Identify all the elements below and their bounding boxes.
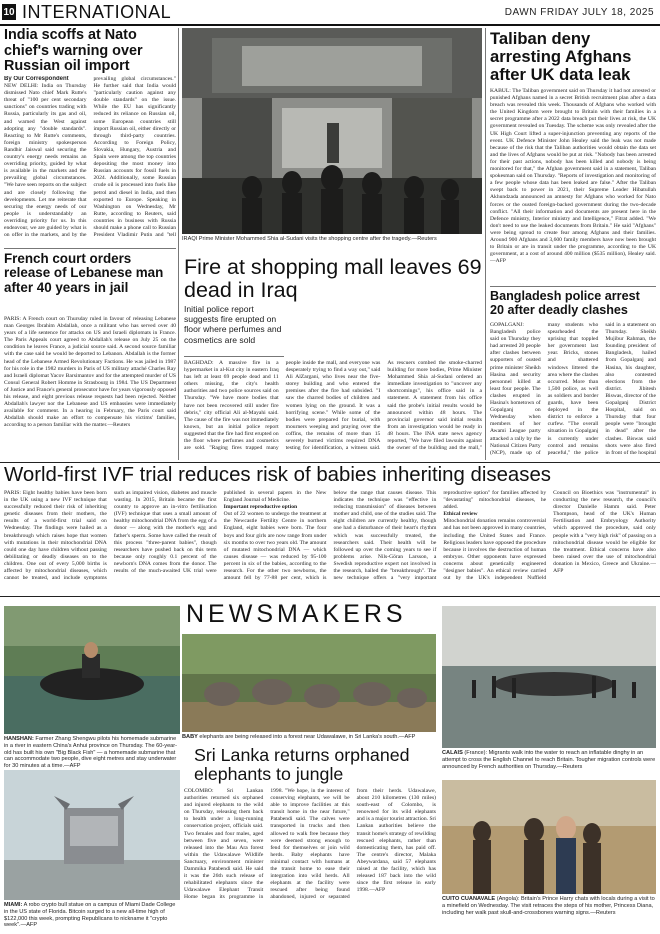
section-title: INTERNATIONAL [22, 2, 172, 22]
vertical-rule-left [178, 28, 179, 460]
ivf-body [4, 490, 656, 592]
iraq-body: BAGHDAD: A massive fire in a hypermarket in al-Kut city in eastern Iraq has left at least 69 people dead and 11 others missing, the city's health authorities and two police sources said on Thursday. "We have more bodies that have not been recovered still under fire debris," city official Ali al-Mayahi said. The cause of the fire was not immediately known, but an initial police report suggested that the fire had first erupted on the floor where perfumes and cosmetics are sold. "Raging fires trapped many people inside the mall, and everyone was desperately trying to find a way out," said Ali AlZargani, who lives near the five-storey building and who entered the premises after the fire had subsided. "I saw the charred bodies of children and women lying on the ground. It was a horrifying scene." While some of the bodies were prepared for burial, with mourners weeping and praying over the coffins, the remains of more than 15 severely burned victims required DNA testing for identification, a witness said. As rescuers combed the smoke-charred building for more bodies, Prime Minister Mohammed Shia al-Sudani ordered an immediate investigation to "uncover any shortcomings", his office said in a statement. A statement from his office said the probe's initial results would be announced within 48 hours. The provincial governor said initial results from an investigation would be ready in 48 hours. The INA state news agency reported, "We have filed lawsuits against the owner of the building and the mall," [184, 360, 482, 452]
ivf-subhead-2: Ethical review [443, 511, 478, 518]
elephants-caption-lead: BABY [182, 734, 198, 740]
calais-photo-image [442, 606, 656, 748]
ivf-text-3: Mitochondrial donation remains controversial and has not been approved in many countries, including the United States and France. Religious leaders have opposed the procedure because it involves the destruction of human embryos. Other opponents have expressed concerns about genetically engineered "designer babies". An ethical review carried out by the UK's independent Nuffield Council on Bioethics was "instrumental" in conducting the new research, the council's director Danielle Hamm said. Peter Thompson, head of the UK's Human Fertilisation and Embryology Authority which approved the procedure, said only people with a "very high risk" of passing on a mitochondrial disease would be eligible for the treatment. Ethical concerns have also been raised over the use of mitochondrial donation in Mexico, Greece and Ukraine.—AFP [443, 490, 656, 582]
india-headline[interactable]: India scoffs at Nato chief's warning over Russian oil import [4, 27, 143, 75]
hanshan-photo [4, 606, 180, 734]
calais-caption-text: (France): Migrants walk into the water to reach an inflatable dinghy in an attempt to cross the English Channel to reach Britain. Tougher migration controls were announced by French authorities on Thursday.—Reuters [442, 750, 656, 770]
iraq-photo-image [182, 28, 482, 234]
srilanka-body: COLOMBO: Sri Lankan authorities returned six orphaned and injured elephants to the wild on Thursday, releasing them back to health under a long-running conservation project, officials said. Two females and four males, aged between five and seven, were released into the Mau Ara forest within the Udawalawe Wildlife Sanctuary, environment minister Dammika Patabendi said. He said it was the 26th such release of rehabilitated elephants since the Udawalawe Elephant Transit Home began its programme in 1998. "We hope, in the interest of conserving elephants, we will be able to improve facilities at this transit home in the near future," Patabendi said. The calves were transported in trucks and then allowed to walk free because they were deemed strong enough to fend for themselves or join wild herds. Baby elephants have minimal contact with humans at the transit home to ease their integration into wild herds. All elephants at the facility were rescued after being found abandoned, injured or separated from their herds. Udawalawe, about 210 kilometres (130 miles) south-east of Colombo, is renowned for its wild elephants and is a major tourist attraction. Sri Lankan authorities believe the transit home's strategy of rewilding rescued elephants, rather than domesticating them, has paid off. The centre's director, Malaka Abeywardana, said 57 elephants raised at the facility, which has released 187 back into the wild since the first release in early 1998.—AFP [184, 788, 436, 901]
vertical-rule-right [485, 28, 486, 460]
bangladesh-headline[interactable]: Bangladesh police arrest 20 after deadly clashes [490, 289, 640, 317]
ivf-top-rule [0, 462, 660, 463]
hanshan-caption [4, 736, 180, 770]
taliban-headline[interactable]: Taliban deny arresting Afghans after UK data leak [490, 29, 632, 84]
cuito-photo [442, 780, 656, 894]
ivf-text-2: Out of 22 women to undergo the treatment at the Newcastle Fertility Centre in northern England, eight babies were born. The four boys and four girls are now range from under six months to over two years old. The amount of mutated mitochondrial DNA — which causes disease — was reduced by 95-100 percent in six of the babies, according to the research. For the other two newborns, the amount fell by 77-88 per cent, which is below the range that causes disease. This indicates the technique was "effective in reducing transmission" of diseases between mother and child, one of the studies said. The eight children are currently healthy, though one had a disturbance of their heart's rhythm which was successfully treated, the researchers said. Their health will be followed up over the coming years to see if problems arise. Nils-Göran Larsson, a Swedish reproductive expert not involved in the research, hailed the "breakthrough". The new technique offers a "very important reproductive option" for families affected by "devastating" mitochondrial diseases, he added. [223, 490, 547, 582]
newsmakers-title: NEWSMAKERS [186, 600, 407, 628]
cuito-caption-text: (Angola): Britain's Prince Harry chats with locals during a visit to a minefield on Wednesday. The visit retraces the steps of his mother, Princess Diana, including her walk past skull-and-crossbones warning signs.—Reuters [442, 896, 655, 916]
elephants-caption [182, 734, 436, 741]
taliban-body: KABUL: The Taliban government said on Thursday it had not arrested or punished Afghans named in a secret British recruitment plan after a data breach was revealed this week. Thousands of Afghans who worked with the United Kingdom were brought to Britain with their families in a secret programme after a 2022 data breach put their lives at risk, the UK government revealed on Tuesday. The scheme was only revealed after the UK High Court lifted a super-injunction preventing any reports of the event. UK Defence Minister John Healey said the leak was not made because of the risk that the Taliban authorities would obtain the data set and the lives of Afghans would be put at risk. "Nobody has been arrested for their past actions, nobody has been killed and nobody is being monitored for that," the Afghan government said in a statement, Taliban spokesman said on Thursday. "Reports of investigation and monitoring of a few people whose data has been leaked are false." After the Taliban swept back to power in 2021, their Supreme Leader Hibatullah Akhundzada announced an amnesty for Afghans who worked for Nato forces or the ousted foreign-backed government during the two-decade conflict. "All their information and documents are present here in the Defence ministry, Interior ministry and Intelligence," Fitrat added. "We don't need to use the leaked documents from Britain." He said "Afghans" were being spread to create fear among Afghans and their families. Around 900 Afghans and 3,600 family members have now been brought to Britain or are in transit under the programme, according to the UK government, at a cost of around 400 million ($535 million), Healey said.—AFP [490, 88, 656, 265]
iraq-deck: Initial police report suggests fire erupted on floor where perfumes and cosmetics are sold [184, 304, 282, 345]
iraq-photo-caption: IRAQI Prime Minister Mohammed Shia al-Sudani visits the shopping centre after the tragedy.—Reuters [182, 236, 437, 242]
india-body [4, 76, 176, 244]
calais-caption [442, 750, 656, 770]
iraq-photo [182, 28, 482, 234]
india-text: NEW DELHI: India on Thursday dismissed Nato chief Mark Rutte's threat of "100 per cent secondary sanctions" on countries trading with Russia, particularly its gas and oil, and warned the West against adopting any "double standards". Reacting to Mr Rutte's comments, foreign ministry spokesperson Randhir Jaiswal said securing the country's energy needs remains an overriding priority, guided by what is available in the markets and the prevailing global circumstances. "We have seen reports on the subject and are closely following the developments. Let me reiterate that securing the energy needs of our people is understandably an overriding priority for us. In this endeavour, we are guided by what is on offer in the markets, and by the prevailing global circumstances." He further said that India would "particularly caution against any double standards" on the issue. While the EU has significantly reduced its reliance on Russian oil, some European countries still import Russian oil, either directly or through third-party countries. According to Foreign Policy, Slovakia, Hungary, Austria and Spain were among the top countries depositing the most money into Russian accounts for fossil fuels in 2024. Additionally, some Russian crude oil is processed into fuels like petrol and diesel in India, and then exported to Europe. Speaking in Washington on Wednesday, Mr Rutte, according to Reuters, said countries in business with Russia should make a phone call to Russian President Vladimir Putin and "tell [4, 76, 176, 239]
french-headline[interactable]: French court orders release of Lebanese man after 40 years in jail [4, 251, 164, 295]
miami-photo [4, 770, 180, 900]
hanshan-caption-text: Farmer Zhang Shengwu pilots his homemade submarine in a river in eastern China's Anhui province on Thursday. The 60-year-old has built his own "Big Black Fish" — a homemade submarine that can accommodate two people, dive eight metres and stay underwater for 30 minutes at a time.—AFP [4, 736, 178, 770]
cuito-photo-image [442, 780, 656, 894]
miami-photo-image [4, 770, 180, 900]
iraq-headline[interactable]: Fire at shopping mall leaves 69 dead in Iraq [184, 255, 482, 303]
ivf-subhead-1: Important reproductive option [223, 504, 298, 511]
hanshan-caption-lead: HANSHAN: [4, 736, 34, 742]
page-number: 10 [2, 4, 16, 20]
iraq-deck-rule [184, 356, 284, 357]
miami-caption-text: A robo crypto bull statue on a campus of Miami Dade College in the US state of Florida. Bitcoin surged to a new all-time high of $122,000 this week, prompting Republicans to nickname it "crypto week".—AFP [4, 902, 176, 929]
elephants-caption-text: elephants are being released into a forest near Udawalawe, in Sri Lanka's south.—AFP [199, 734, 416, 740]
india-byline: By Our Correspondent [4, 76, 69, 82]
miami-caption [4, 902, 180, 929]
dateline: DAWN FRIDAY JULY 18, 2025 [504, 7, 654, 18]
french-body: PARIS: A French court on Thursday ruled in favour of releasing Lebanese man Georges Ibrahim Abdallah, once a militant who has served over 40 years of a life sentence for attacks on US and Israeli diplomats in France. The Paris Appeals court agreed to Abdallah's release on July 25 on the condition he leaves France, a judicial source said. A second source familiar with the case said he would be deported to Lebanon. Abdallah is the former head of the Lebanese Armed Revolutionary Factions. He was jailed in 1987 for his role in the 1982 murders in Paris of US military attaché Charles Ray and Israeli diplomat Yacov Barsimantov and for the attempted murder of US Consul General Robert Homme in Strasbourg in 1984. The US Department of Justice and France's general prosecutor have for years vigorously opposed his release, and eight previous release requests had been rejected. Neither Abdallah's lawyer nor the Lebanese and US embassies were immediately available for comment. In a hearing in February, the Paris court said Abdallah should make an effort to compensate his victims' families, according to a person familiar with the matter.—Reuters [4, 316, 176, 429]
french-top-rule [4, 248, 176, 249]
calais-caption-lead: CALAIS [442, 750, 463, 756]
elephants-photo [182, 634, 436, 732]
miami-caption-lead: MIAMI: [4, 902, 23, 908]
cuito-caption-lead: CUITO CUANAVALE [442, 896, 496, 902]
srilanka-headline[interactable]: Sri Lanka returns orphaned elephants to jungle [194, 745, 410, 785]
ivf-text-1: PARIS: Eight healthy babies have been born in the UK using a new IVF technique that successfully reduced their risk of inheriting genetic diseases from their mothers, the results of a world-first trial said on Wednesday. The findings were hailed as a breakthrough which raises hope that women with mutations in their mitochondrial DNA could one day have children without passing debilitating or deadly diseases on to the children. One out of every 5,000 births is affected by mitochondrial diseases, which cannot be treated, and include symptoms such as impaired vision, diabetes and muscle wasting. In 2015, Britain became the first country to approve an in-vitro fertilisation (IVF) technique that uses a small amount of healthy mitochondrial DNA from the egg of a donor — along with the mother's egg and father's sperm. Some have called the result of this process "three-parent babies", though researchers have pushed back on this term because only roughly 0.1 percent of the newborn's DNA comes from the donor. The results of the much-awaited UK trial were published in several papers in the New England Journal of Medicine. [4, 490, 327, 582]
hanshan-photo-image [4, 606, 180, 734]
newsmakers-top-rule [0, 596, 660, 597]
bangladesh-body: GOPALGANJ: Bangladesh police said on Thursday they had arrested 20 people after clashes between supporters of ousted prime minister Sheikh Hasina and security personnel killed at least four people. The clashes erupted in Hasina's hometown of Gopalganj on Wednesday when members of her Awami League party attacked a rally by the National Citizen Party (NCP), made up of many students who spearheaded the uprising that toppled her government last year. Bricks, stones and shattered windows littered the area where the clashes occurred. More than 1,500 police, as well as soldiers and border guards, have been deployed in the district to enforce a curfew. "The overall situation in Gopalganj is currently under control and remains peaceful," the police said in a statement on Thursday. Sheikh Mujibur Rahman, the founding president of Bangladesh, hailed from Gopalganj and Hasina, his daughter, also contested elections from the district. Jibitesh Biswas, director of the Gopalganj District Hospital, said on Thursday that four people were "brought in dead" after the clashes. Biswas said shots were also fired in front of the hospital [490, 322, 656, 456]
bangladesh-top-rule [490, 286, 656, 287]
ivf-headline[interactable]: World-first IVF trial reduces risk of babies inheriting diseases [4, 464, 551, 486]
masthead-rule [0, 24, 660, 26]
masthead [0, 0, 660, 24]
elephants-photo-image [182, 634, 436, 732]
calais-photo [442, 606, 656, 748]
cuito-caption [442, 896, 656, 916]
